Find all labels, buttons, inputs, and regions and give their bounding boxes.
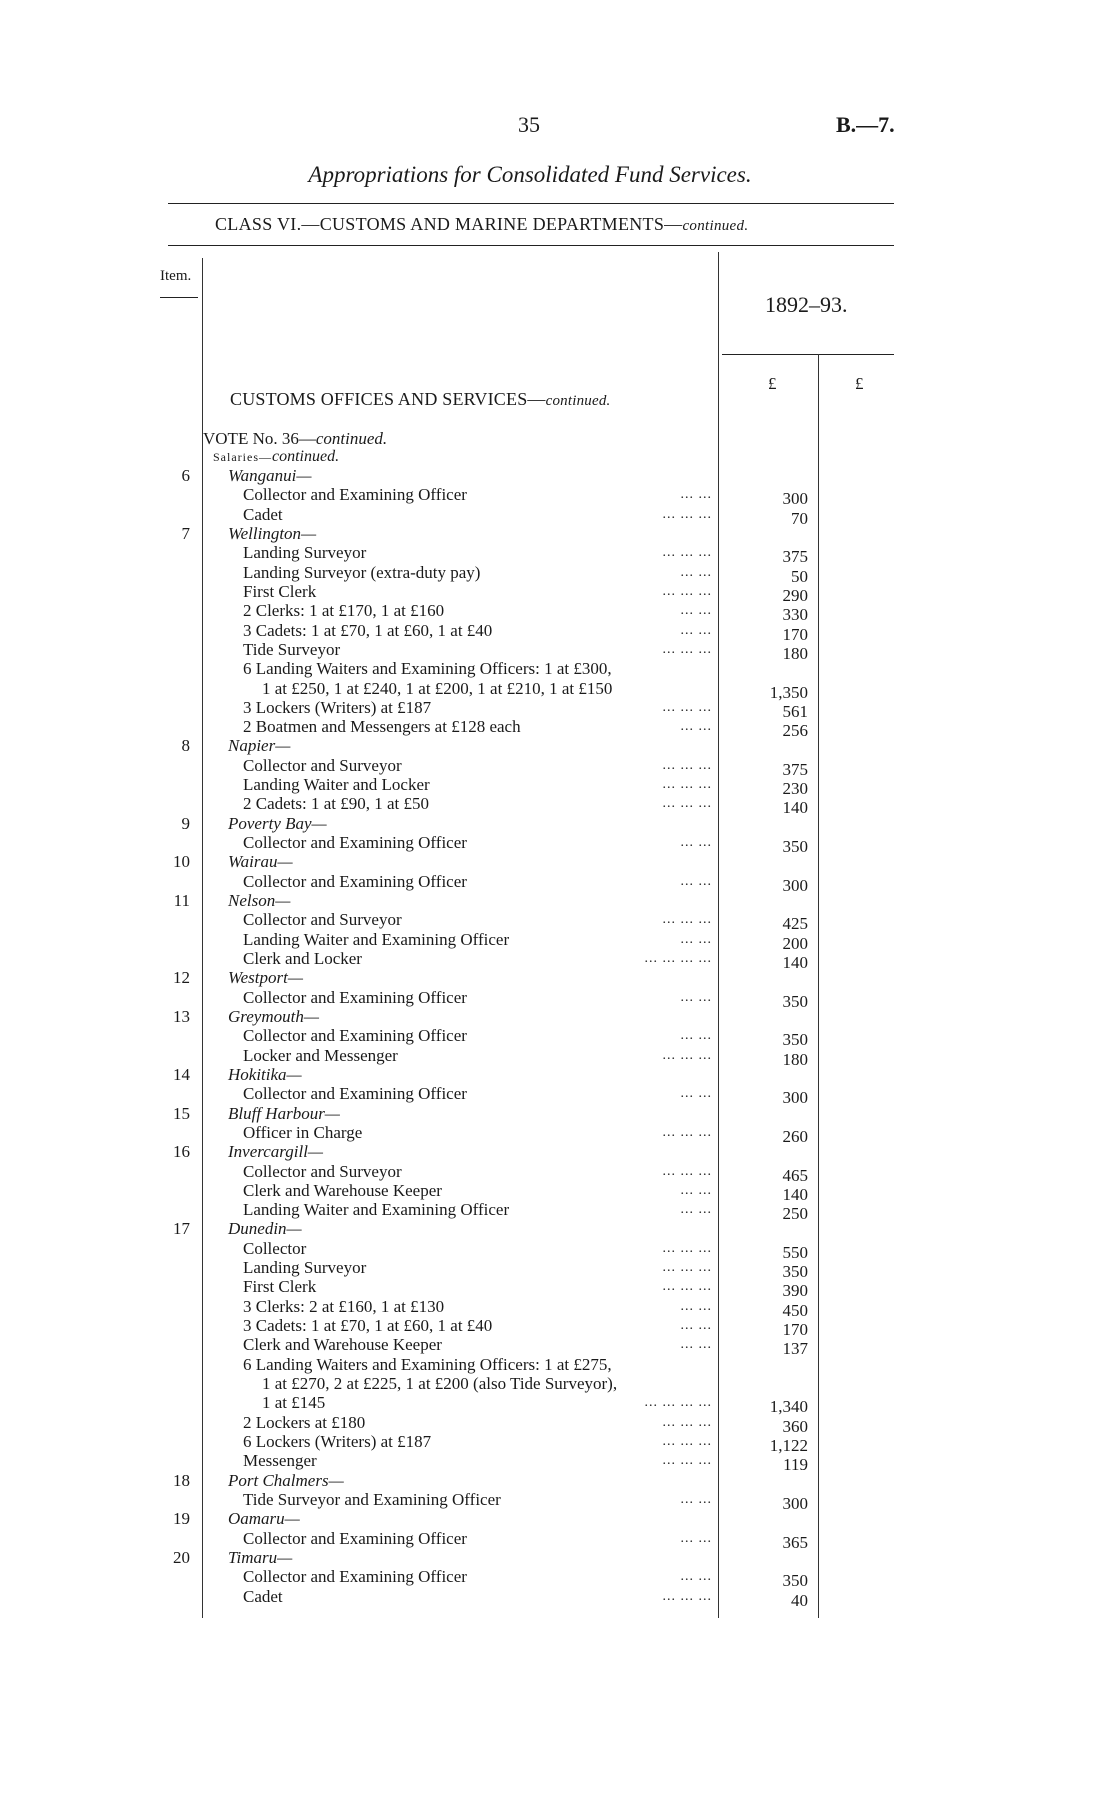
leader-dots: ... ... ... bbox=[662, 545, 712, 561]
section-title-text: CUSTOMS OFFICES AND SERVICES— bbox=[230, 389, 546, 409]
item-number: 11 bbox=[173, 891, 190, 911]
leader-dots: ... ... bbox=[680, 1530, 712, 1546]
amount-value: 180 bbox=[782, 1049, 808, 1069]
leader-dots: ... ... bbox=[680, 989, 712, 1005]
line-item-description: Collector and Examining Officer bbox=[243, 871, 467, 891]
leader-dots: ... ... bbox=[680, 1202, 712, 1218]
amount-value: 180 bbox=[782, 643, 808, 663]
line-item-description: 2 Clerks: 1 at £170, 1 at £160 bbox=[243, 601, 445, 621]
amount-value: 350 bbox=[782, 991, 808, 1011]
class-rule bbox=[168, 245, 894, 246]
leader-dots: ... ... bbox=[680, 564, 712, 580]
line-item-description: Landing Waiter and Examining Officer bbox=[243, 929, 510, 949]
leader-dots: ... ... bbox=[680, 931, 712, 947]
leader-dots: ... ... ... bbox=[662, 757, 712, 773]
line-item-description: Collector and Examining Officer bbox=[243, 833, 467, 853]
amount-value: 375 bbox=[782, 547, 808, 567]
line-item-description: 3 Cadets: 1 at £70, 1 at £60, 1 at £40 bbox=[243, 1316, 493, 1336]
line-item-description: Clerk and Warehouse Keeper bbox=[243, 1180, 442, 1200]
leader-dots: ... ... ... bbox=[662, 699, 712, 715]
line-item-description: Tide Surveyor and Examining Officer bbox=[243, 1489, 501, 1509]
vote-label-suffix: continued. bbox=[315, 429, 388, 448]
amount-value: 170 bbox=[782, 1320, 808, 1340]
line-item-description: 1 at £270, 2 at £225, 1 at £200 (also Tide Surveyor), bbox=[262, 1374, 618, 1394]
amount-value: 70 bbox=[791, 508, 808, 528]
amount-value: 550 bbox=[782, 1242, 808, 1262]
line-item-description: Collector and Examining Officer bbox=[243, 1528, 467, 1548]
leader-dots: ... ... ... bbox=[662, 1434, 712, 1449]
amount-value: 137 bbox=[782, 1339, 808, 1359]
leader-dots: ... ... ... bbox=[662, 1260, 712, 1276]
amount-value: 200 bbox=[782, 933, 808, 953]
salaries-label bbox=[213, 448, 339, 466]
vote-label-text: VOTE No. 36— bbox=[203, 429, 316, 448]
amount-value: 561 bbox=[782, 701, 808, 721]
leader-dots: ... ... ... bbox=[662, 1240, 712, 1256]
line-item-description: Collector and Examining Officer bbox=[243, 1026, 467, 1046]
leader-dots: ... ... ... bbox=[662, 1163, 712, 1179]
line-item-description: Locker and Messenger bbox=[243, 1045, 398, 1065]
leader-dots: ... ... ... bbox=[662, 506, 712, 522]
line-item-description: Collector and Surveyor bbox=[243, 910, 402, 930]
total-column-rule bbox=[818, 354, 819, 1618]
item-number: 10 bbox=[173, 852, 190, 872]
document-reference: B.—7. bbox=[836, 112, 895, 137]
line-item-description: Tide Surveyor bbox=[243, 639, 341, 659]
line-item-description: 2 Cadets: 1 at £90, 1 at £50 bbox=[243, 794, 430, 814]
item-number: 14 bbox=[173, 1064, 190, 1084]
leader-dots: ... ... ... bbox=[662, 1279, 712, 1295]
class-title bbox=[215, 214, 748, 235]
place-heading: Poverty Bay— bbox=[228, 813, 327, 833]
item-number: 12 bbox=[173, 968, 190, 988]
leader-dots: ... ... ... bbox=[662, 777, 712, 793]
amount-value: 1,340 bbox=[769, 1397, 808, 1417]
line-item-description: Collector and Surveyor bbox=[243, 755, 402, 775]
leader-dots: ... ... bbox=[680, 873, 712, 889]
amount-value: 450 bbox=[782, 1300, 808, 1320]
line-item-description: 6 Landing Waiters and Examining Officers: 1 at £300, bbox=[243, 659, 612, 679]
leader-dots: ... ... bbox=[680, 719, 712, 735]
place-heading: Bluff Harbour— bbox=[228, 1103, 340, 1123]
item-number: 8 bbox=[181, 736, 190, 756]
line-item-description: Landing Waiter and Examining Officer bbox=[243, 1200, 510, 1220]
amount-value: 140 bbox=[782, 1184, 808, 1204]
item-number: 18 bbox=[173, 1470, 190, 1490]
amount-value: 350 bbox=[782, 837, 808, 857]
amount-value: 50 bbox=[791, 566, 808, 586]
vote-label bbox=[203, 429, 387, 449]
item-number: 20 bbox=[173, 1547, 190, 1567]
line-item-description: Messenger bbox=[243, 1451, 317, 1471]
item-number: 15 bbox=[173, 1103, 190, 1123]
leader-dots: ... ... bbox=[680, 1298, 712, 1314]
amount-value: 300 bbox=[782, 875, 808, 895]
line-item-description: Cadet bbox=[243, 1586, 283, 1606]
salaries-label-text: Salaries— bbox=[213, 450, 272, 464]
leader-dots: ... ... bbox=[680, 487, 712, 503]
item-number: 13 bbox=[173, 1006, 190, 1026]
amount-value: 1,122 bbox=[769, 1436, 808, 1455]
item-column-rule bbox=[202, 258, 203, 1618]
salaries-label-suffix: continued. bbox=[272, 448, 340, 465]
line-item-description: Landing Surveyor bbox=[243, 1258, 367, 1278]
line-item-description: Landing Waiter and Locker bbox=[243, 775, 430, 795]
line-item-description: Landing Surveyor bbox=[243, 543, 367, 563]
leader-dots: ... ... ... bbox=[662, 1414, 712, 1430]
amount-value: 260 bbox=[782, 1126, 808, 1146]
line-item-description: Collector and Examining Officer bbox=[243, 1084, 467, 1104]
item-number: 9 bbox=[181, 813, 190, 833]
leader-dots: ... ... bbox=[680, 1182, 712, 1198]
amount-value: 300 bbox=[782, 489, 808, 509]
line-item-description: Collector and Examining Officer bbox=[243, 1567, 467, 1587]
line-item-description: 2 Boatmen and Messengers at £128 each bbox=[243, 717, 521, 737]
amount-value: 465 bbox=[782, 1165, 808, 1185]
leader-dots: ... ... bbox=[680, 1028, 712, 1044]
line-item-description: 3 Cadets: 1 at £70, 1 at £60, 1 at £40 bbox=[243, 620, 493, 640]
line-item-description: Collector and Surveyor bbox=[243, 1161, 402, 1181]
line-item-description: Collector bbox=[243, 1238, 307, 1258]
leader-dots: ... ... ... bbox=[662, 641, 712, 657]
year-column-header: 1892–93. bbox=[765, 292, 848, 317]
amount-value: 360 bbox=[782, 1416, 808, 1436]
page-title: Appropriations for Consolidated Fund Services. bbox=[308, 162, 752, 187]
class-title-text: CLASS VI.—CUSTOMS AND MARINE DEPARTMENTS— bbox=[215, 214, 683, 234]
item-number: 19 bbox=[173, 1509, 190, 1529]
leader-dots: ... ... ... bbox=[662, 1588, 712, 1604]
leader-dots: ... ... ... bbox=[662, 912, 712, 928]
leader-dots: ... ... bbox=[680, 1491, 712, 1507]
place-heading: Timaru— bbox=[228, 1547, 293, 1567]
item-number: 16 bbox=[173, 1142, 190, 1162]
year-header-rule bbox=[722, 354, 894, 355]
line-item-description: First Clerk bbox=[243, 581, 317, 601]
line-item-description: Collector and Examining Officer bbox=[243, 987, 467, 1007]
amount-value: 140 bbox=[782, 798, 808, 818]
amount-column-rule bbox=[718, 252, 719, 1618]
place-heading: Port Chalmers— bbox=[228, 1470, 344, 1490]
line-item-description: Clerk and Locker bbox=[243, 949, 362, 968]
place-heading: Invercargill— bbox=[228, 1142, 324, 1162]
leader-dots: ... ... bbox=[680, 1337, 712, 1353]
leader-dots: ... ... ... ... bbox=[644, 951, 712, 966]
line-item-description: Clerk and Warehouse Keeper bbox=[243, 1335, 442, 1355]
amount-value: 375 bbox=[782, 759, 808, 779]
pound-unit-col2: £ bbox=[855, 374, 864, 393]
section-title-suffix: continued. bbox=[545, 393, 611, 409]
leader-dots: ... ... bbox=[680, 1318, 712, 1334]
line-item-description: 2 Lockers at £180 bbox=[243, 1412, 366, 1432]
amount-value: 425 bbox=[782, 914, 808, 934]
leader-dots: ... ... ... bbox=[662, 796, 712, 812]
item-number: 17 bbox=[173, 1219, 190, 1239]
class-title-suffix: continued. bbox=[682, 218, 749, 234]
line-item-description: 6 Landing Waiters and Examining Officers: 1 at £275, bbox=[243, 1354, 612, 1374]
amount-value: 140 bbox=[782, 953, 808, 972]
amount-value: 300 bbox=[782, 1493, 808, 1513]
place-heading: Westport— bbox=[228, 968, 303, 988]
line-item-description: Officer in Charge bbox=[243, 1122, 363, 1142]
amount-value: 350 bbox=[782, 1030, 808, 1050]
amount-value: 40 bbox=[791, 1590, 808, 1610]
page-number: 35 bbox=[518, 112, 540, 137]
amount-value: 230 bbox=[782, 779, 808, 799]
place-heading: Dunedin— bbox=[228, 1219, 302, 1239]
leader-dots: ... ... ... bbox=[662, 1124, 712, 1140]
place-heading: Oamaru— bbox=[228, 1509, 300, 1529]
line-item-description: Cadet bbox=[243, 504, 283, 524]
place-heading: Greymouth— bbox=[228, 1006, 319, 1026]
place-heading: Wanganui— bbox=[228, 466, 312, 485]
amount-value: 119 bbox=[783, 1455, 808, 1475]
place-heading: Hokitika— bbox=[228, 1064, 302, 1084]
line-item-description: Landing Surveyor (extra-duty pay) bbox=[243, 562, 481, 582]
item-column-header: Item. bbox=[160, 268, 192, 284]
leader-dots: ... ... ... ... bbox=[644, 1395, 712, 1411]
amount-value: 250 bbox=[782, 1204, 808, 1224]
line-item-description: 3 Clerks: 2 at £160, 1 at £130 bbox=[243, 1296, 445, 1316]
leader-dots: ... ... ... bbox=[662, 1453, 712, 1469]
line-item-description: Collector and Examining Officer bbox=[243, 485, 467, 505]
leader-dots: ... ... bbox=[680, 1086, 712, 1102]
amount-value: 1,350 bbox=[769, 682, 808, 702]
item-header-underline bbox=[160, 297, 198, 298]
amount-value: 390 bbox=[782, 1281, 808, 1301]
place-heading: Wairau— bbox=[228, 852, 293, 872]
line-item-description: First Clerk bbox=[243, 1277, 317, 1297]
leader-dots: ... ... bbox=[680, 835, 712, 851]
line-item-description: 6 Lockers (Writers) at £187 bbox=[243, 1432, 432, 1451]
item-number: 7 bbox=[181, 523, 190, 543]
place-heading: Wellington— bbox=[228, 523, 317, 543]
place-heading: Nelson— bbox=[228, 891, 291, 911]
amount-value: 330 bbox=[782, 605, 808, 625]
leader-dots: ... ... bbox=[680, 622, 712, 638]
amount-value: 290 bbox=[782, 585, 808, 605]
amount-value: 350 bbox=[782, 1262, 808, 1282]
section-title bbox=[230, 389, 611, 410]
line-item-description: 1 at £145 bbox=[262, 1393, 326, 1413]
leader-dots: ... ... bbox=[680, 1569, 712, 1585]
item-number: 6 bbox=[181, 466, 190, 485]
amount-value: 256 bbox=[782, 721, 808, 741]
place-heading: Napier— bbox=[228, 736, 291, 756]
amount-value: 350 bbox=[782, 1571, 808, 1591]
pound-unit-col1: £ bbox=[768, 374, 777, 393]
amount-value: 170 bbox=[782, 624, 808, 644]
amount-value: 365 bbox=[782, 1532, 808, 1552]
leader-dots: ... ... bbox=[680, 603, 712, 619]
leader-dots: ... ... ... bbox=[662, 1047, 712, 1063]
leader-dots: ... ... ... bbox=[662, 583, 712, 599]
line-item-description: 3 Lockers (Writers) at £187 bbox=[243, 697, 432, 717]
top-rule bbox=[168, 203, 894, 204]
amount-value: 300 bbox=[782, 1088, 808, 1108]
line-item-description: 1 at £250, 1 at £240, 1 at £200, 1 at £210, 1 at £150 bbox=[262, 678, 613, 698]
